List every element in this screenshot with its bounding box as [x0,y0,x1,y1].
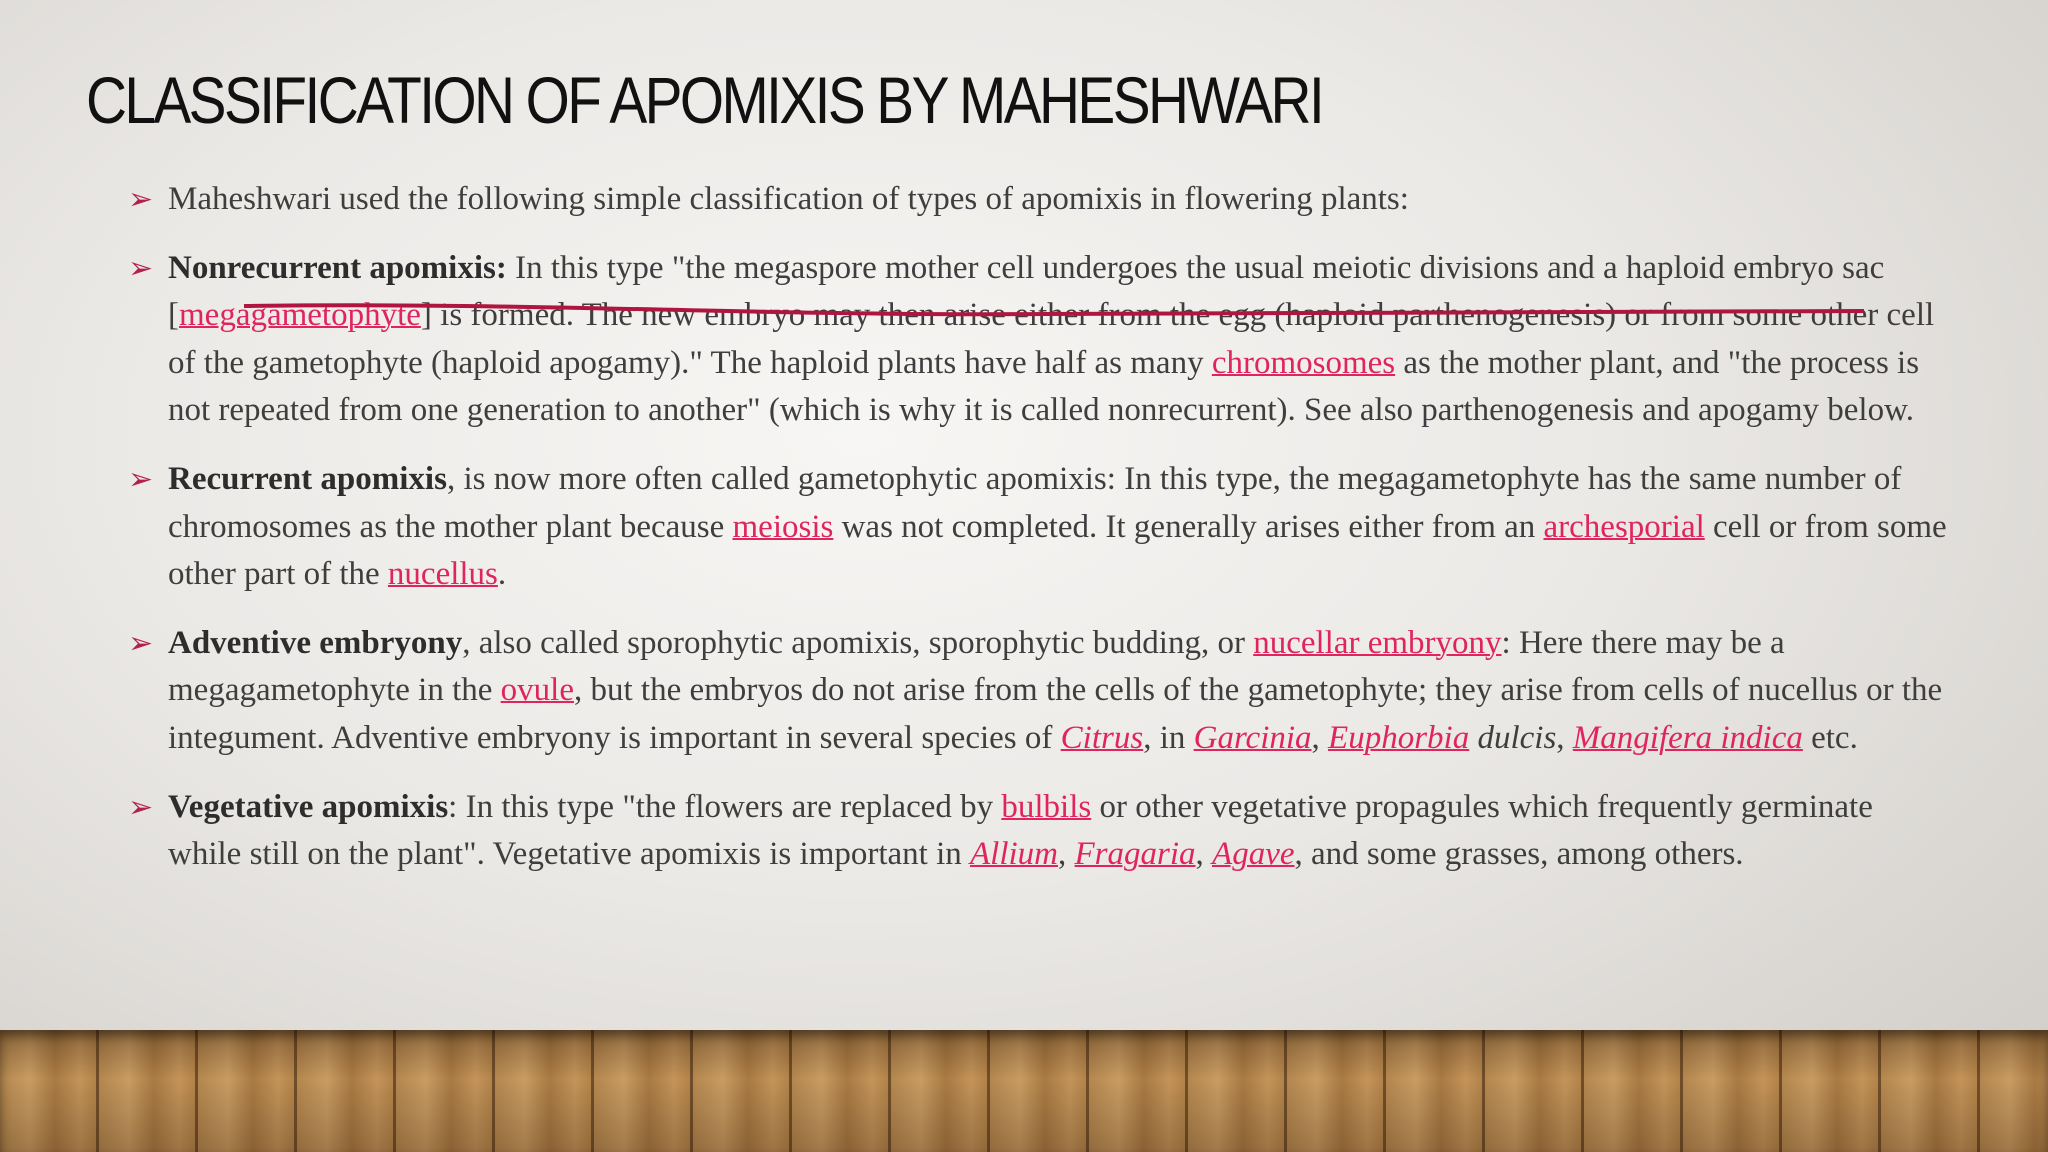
text: , and some grasses, among others. [1294,836,1744,873]
text: or other vegetative propagules which frequently germinate while still on the plant". Vegetative apomixis is important in [168,788,1873,873]
link-archesporial[interactable]: archesporial [1543,508,1705,545]
text: : In this type "the flowers are replaced by [448,788,1002,825]
bullet-recurrent [128,456,1948,599]
text: : Here there may be a megagametophyte in the [168,624,1785,709]
link-citrus[interactable]: Citrus [1060,719,1144,756]
link-megagametophyte[interactable]: megagametophyte [179,297,421,334]
text: In this type "the megaspore mother cell undergoes the usual meiotic divisions and a haploid embryo sac [ [168,249,1885,334]
floor-shade [0,1030,2048,1152]
term-nonrecurrent: Nonrecurrent apomixis: [168,249,507,286]
link-bulbils[interactable]: bulbils [1001,788,1092,825]
text: , in [1143,719,1194,756]
text: , is now more often called gametophytic apomixis: In this type, the megagametophyte has the same number of chromosomes as the mother plant because [168,460,1902,545]
text: was not completed. It generally arises either from an [833,508,1544,545]
arrow-bullet-icon: ➢ [128,251,154,285]
link-nucellar-embryony[interactable]: nucellar embryony [1253,624,1502,661]
bullet-vegetative [128,784,1948,879]
text: , [1556,719,1573,756]
bullet-intro [128,176,1948,224]
term-recurrent: Recurrent apomixis [168,460,447,497]
link-allium[interactable]: Allium [970,836,1059,873]
text: , [1195,836,1213,873]
text: , but the embryos do not arise from the cells of the gametophyte; they arise from cells of nucellus or the integument. Adventive embryony is important in several species of [168,672,1943,756]
link-chromosomes[interactable]: chromosomes [1211,344,1396,381]
bullet-nonrecurrent [128,245,1948,435]
link-garcinia[interactable]: Garcinia [1193,719,1312,756]
link-nucellus[interactable]: nucellus [387,556,498,593]
term-vegetative: Vegetative apomixis [168,788,449,825]
bullet-text: Maheshwari used the following simple classification of types of apomixis in flowering plants: [168,181,1409,217]
arrow-bullet-icon: ➢ [128,626,154,660]
text: , [1058,836,1075,873]
link-mangifera-indica[interactable]: Mangifera indica [1572,719,1803,756]
bullet-list [128,176,1948,900]
bullet-adventive [128,620,1948,763]
arrow-bullet-icon: ➢ [128,462,154,496]
slide-title: CLASSIFICATION OF APOMIXIS BY MAHESHWARI [86,63,1323,137]
text: ] is formed. The new embryo may then arise either from the egg (haploid parthenogenesis) or from some other cell of the gametophyte (haploid apogamy)." The haploid plants have half as many [168,297,1935,381]
link-meiosis[interactable]: meiosis [732,508,834,545]
link-fragaria[interactable]: Fragaria [1074,836,1196,873]
link-ovule[interactable]: ovule [500,672,574,709]
text: , [1311,719,1329,756]
wood-floor-decoration [0,1030,2048,1152]
species-dulcis: dulcis [1477,719,1557,756]
term-adventive: Adventive embryony [168,624,463,661]
arrow-bullet-icon: ➢ [128,183,154,216]
text: cell or from some other part of the [168,508,1947,593]
text: as the mother plant, and "the process is not repeated from one generation to another" (which is why it is called nonrecurrent). See also parthenogenesis and apogamy below. [168,344,1920,429]
arrow-bullet-icon: ➢ [128,790,154,824]
text: . [497,556,507,593]
link-agave[interactable]: Agave [1212,836,1295,873]
text: etc. [1802,719,1858,756]
text: , also called sporophytic apomixis, sporophytic budding, or [462,624,1254,661]
link-euphorbia[interactable]: Euphorbia [1328,719,1470,756]
